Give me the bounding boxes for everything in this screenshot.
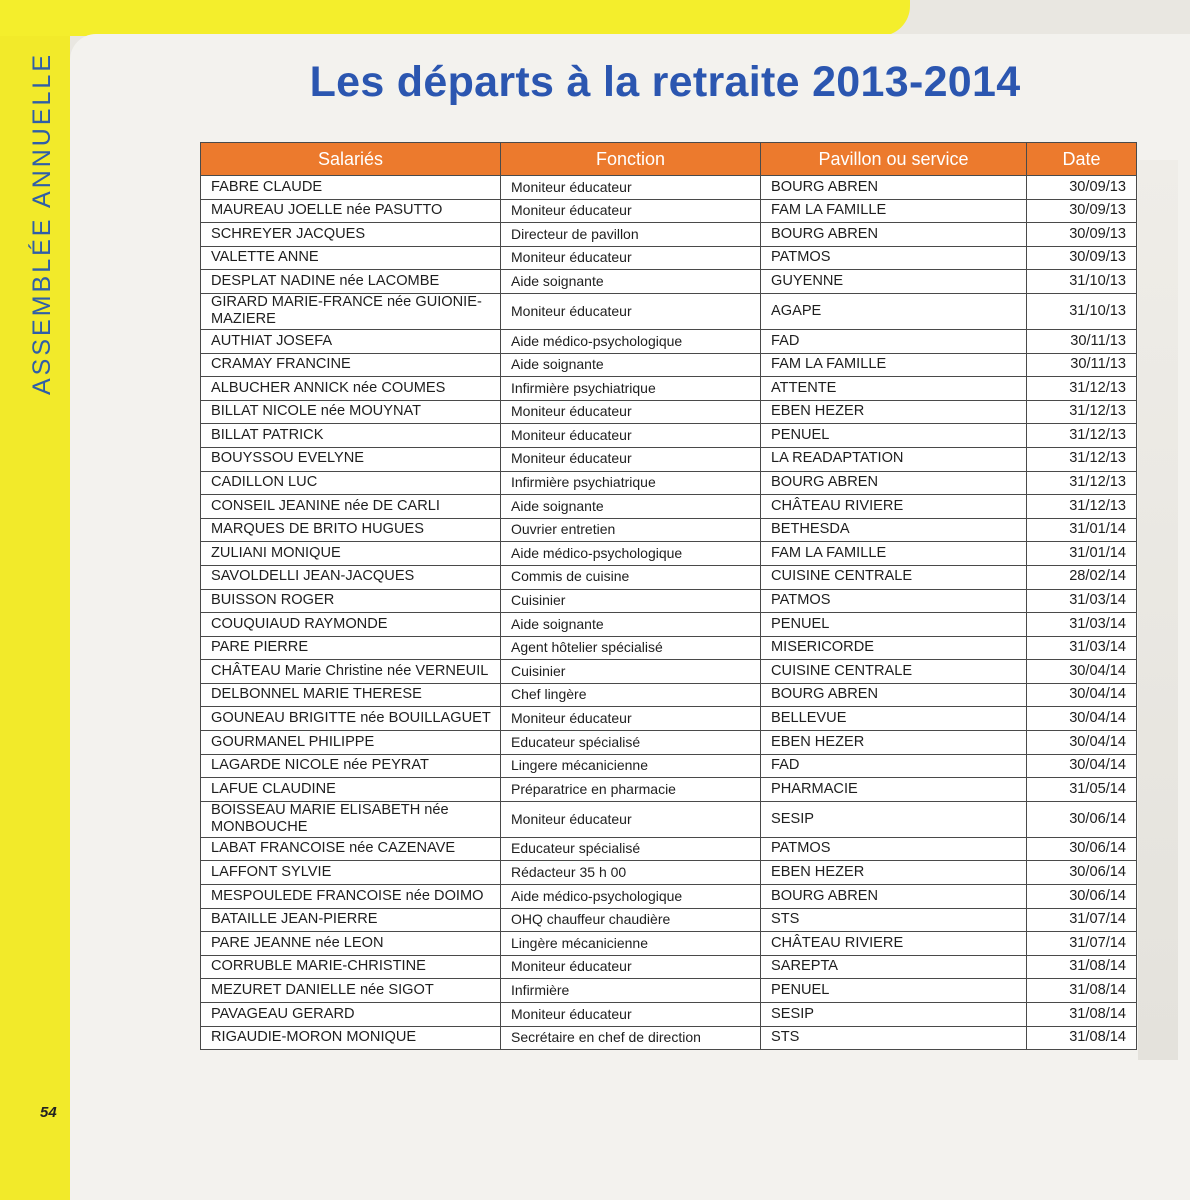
employee-name-cell: GOURMANEL PHILIPPE (201, 731, 501, 755)
job-function-cell: Chef lingère (501, 683, 761, 707)
job-function-cell: Aide médico-psychologique (501, 542, 761, 566)
retirement-date-cell: 31/12/13 (1027, 471, 1137, 495)
service-name-cell: BOURG ABREN (761, 885, 1027, 909)
service-name-cell: FAM LA FAMILLE (761, 353, 1027, 377)
employee-name-cell: ZULIANI MONIQUE (201, 542, 501, 566)
employee-name-cell: CHÂTEAU Marie Christine née VERNEUIL (201, 660, 501, 684)
retirement-date-cell: 30/04/14 (1027, 707, 1137, 731)
employee-name-cell: PARE JEANNE née LEON (201, 932, 501, 956)
section-side-label: ASSEMBLÉE ANNUELLE (28, 51, 56, 395)
retirement-date-cell: 30/04/14 (1027, 731, 1137, 755)
service-name-cell: PATMOS (761, 837, 1027, 861)
retirement-date-cell: 31/08/14 (1027, 955, 1137, 979)
retirement-date-cell: 31/03/14 (1027, 636, 1137, 660)
service-name-cell: STS (761, 908, 1027, 932)
job-function-cell: Infirmière psychiatrique (501, 377, 761, 401)
job-function-cell: Lingere mécanicienne (501, 754, 761, 778)
employee-name-cell: PARE PIERRE (201, 636, 501, 660)
employee-name-cell: GIRARD MARIE-FRANCE née GUIONIE-MAZIERE (201, 293, 501, 329)
service-name-cell: PENUEL (761, 613, 1027, 637)
service-name-cell: STS (761, 1026, 1027, 1050)
service-name-cell: CUISINE CENTRALE (761, 660, 1027, 684)
retirement-date-cell: 31/03/14 (1027, 589, 1137, 613)
service-name-cell: PATMOS (761, 246, 1027, 270)
employee-name-cell: BILLAT NICOLE née MOUYNAT (201, 400, 501, 424)
table-row (201, 495, 1137, 519)
employee-name-cell: BOISSEAU MARIE ELISABETH née MONBOUCHE (201, 801, 501, 837)
job-function-cell: Moniteur éducateur (501, 447, 761, 471)
employee-name-cell: BOUYSSOU EVELYNE (201, 447, 501, 471)
service-name-cell: BELLEVUE (761, 707, 1027, 731)
retirement-date-cell: 31/10/13 (1027, 293, 1137, 329)
service-name-cell: EBEN HEZER (761, 400, 1027, 424)
service-name-cell: BOURG ABREN (761, 176, 1027, 200)
job-function-cell: Educateur spécialisé (501, 837, 761, 861)
table-header-row (201, 143, 1137, 176)
table-row (201, 754, 1137, 778)
table-row (201, 542, 1137, 566)
service-name-cell: CUISINE CENTRALE (761, 565, 1027, 589)
service-name-cell: FAM LA FAMILLE (761, 199, 1027, 223)
service-name-cell: BOURG ABREN (761, 471, 1027, 495)
page-title: Les départs à la retraite 2013-2014 (309, 58, 1021, 106)
service-name-cell: SESIP (761, 801, 1027, 837)
retirement-date-cell: 31/07/14 (1027, 908, 1137, 932)
table-row (201, 223, 1137, 247)
service-name-cell: ATTENTE (761, 377, 1027, 401)
service-name-cell: BOURG ABREN (761, 683, 1027, 707)
employee-name-cell: CADILLON LUC (201, 471, 501, 495)
table-row (201, 424, 1137, 448)
job-function-cell: Educateur spécialisé (501, 731, 761, 755)
employee-name-cell: MARQUES DE BRITO HUGUES (201, 518, 501, 542)
service-name-cell: EBEN HEZER (761, 731, 1027, 755)
service-name-cell: EBEN HEZER (761, 861, 1027, 885)
employee-name-cell: SAVOLDELLI JEAN-JACQUES (201, 565, 501, 589)
employee-name-cell: CONSEIL JEANINE née DE CARLI (201, 495, 501, 519)
employee-name-cell: BUISSON ROGER (201, 589, 501, 613)
table-row (201, 861, 1137, 885)
service-name-cell: FAM LA FAMILLE (761, 542, 1027, 566)
retirement-date-cell: 30/06/14 (1027, 861, 1137, 885)
service-name-cell: PENUEL (761, 424, 1027, 448)
job-function-cell: Moniteur éducateur (501, 400, 761, 424)
job-function-cell: Aide soignante (501, 613, 761, 637)
service-name-cell: CHÂTEAU RIVIERE (761, 495, 1027, 519)
retirement-date-cell: 31/12/13 (1027, 447, 1137, 471)
job-function-cell: Moniteur éducateur (501, 801, 761, 837)
header-pavillon: Pavillon ou service (761, 143, 1027, 176)
header-date: Date (1027, 143, 1137, 176)
retirement-date-cell: 31/03/14 (1027, 613, 1137, 637)
employee-name-cell: PAVAGEAU GERARD (201, 1003, 501, 1027)
retirement-table (200, 142, 1137, 1050)
retirement-date-cell: 31/05/14 (1027, 778, 1137, 802)
retirement-date-cell: 31/12/13 (1027, 495, 1137, 519)
table-row (201, 636, 1137, 660)
employee-name-cell: AUTHIAT JOSEFA (201, 329, 501, 353)
table-row (201, 518, 1137, 542)
retirement-date-cell: 31/12/13 (1027, 424, 1137, 448)
table-row (201, 176, 1137, 200)
retirement-date-cell: 30/09/13 (1027, 199, 1137, 223)
job-function-cell: Rédacteur 35 h 00 (501, 861, 761, 885)
job-function-cell: Aide soignante (501, 270, 761, 294)
retirement-date-cell: 30/04/14 (1027, 754, 1137, 778)
job-function-cell: Moniteur éducateur (501, 199, 761, 223)
retirement-date-cell: 30/09/13 (1027, 223, 1137, 247)
retirement-date-cell: 31/08/14 (1027, 1003, 1137, 1027)
job-function-cell: Préparatrice en pharmacie (501, 778, 761, 802)
employee-name-cell: LAGARDE NICOLE née PEYRAT (201, 754, 501, 778)
retirement-date-cell: 31/01/14 (1027, 542, 1137, 566)
employee-name-cell: BATAILLE JEAN-PIERRE (201, 908, 501, 932)
retirement-date-cell: 30/06/14 (1027, 885, 1137, 909)
page-number: 54 (40, 1104, 57, 1121)
retirement-date-cell: 30/06/14 (1027, 837, 1137, 861)
service-name-cell: GUYENNE (761, 270, 1027, 294)
retirement-date-cell: 31/07/14 (1027, 932, 1137, 956)
retirement-date-cell: 31/12/13 (1027, 377, 1137, 401)
employee-name-cell: LAFUE CLAUDINE (201, 778, 501, 802)
employee-name-cell: ALBUCHER ANNICK née COUMES (201, 377, 501, 401)
table-row (201, 353, 1137, 377)
retirement-date-cell: 31/10/13 (1027, 270, 1137, 294)
retirement-date-cell: 30/04/14 (1027, 683, 1137, 707)
job-function-cell: Moniteur éducateur (501, 246, 761, 270)
table-row (201, 885, 1137, 909)
employee-name-cell: BILLAT PATRICK (201, 424, 501, 448)
retirement-date-cell: 31/01/14 (1027, 518, 1137, 542)
retirement-date-cell: 30/04/14 (1027, 660, 1137, 684)
employee-name-cell: VALETTE ANNE (201, 246, 501, 270)
employee-name-cell: LAFFONT SYLVIE (201, 861, 501, 885)
employee-name-cell: LABAT FRANCOISE née CAZENAVE (201, 837, 501, 861)
table-row (201, 1003, 1137, 1027)
job-function-cell: Lingère mécanicienne (501, 932, 761, 956)
service-name-cell: BOURG ABREN (761, 223, 1027, 247)
retirement-date-cell: 31/08/14 (1027, 1026, 1137, 1050)
job-function-cell: Infirmière psychiatrique (501, 471, 761, 495)
employee-name-cell: COUQUIAUD RAYMONDE (201, 613, 501, 637)
job-function-cell: Cuisinier (501, 589, 761, 613)
table-row (201, 471, 1137, 495)
employee-name-cell: CORRUBLE MARIE-CHRISTINE (201, 955, 501, 979)
employee-name-cell: MEZURET DANIELLE née SIGOT (201, 979, 501, 1003)
service-name-cell: MISERICORDE (761, 636, 1027, 660)
table-row (201, 979, 1137, 1003)
table-row (201, 1026, 1137, 1050)
table-row (201, 908, 1137, 932)
service-name-cell: FAD (761, 329, 1027, 353)
job-function-cell: Moniteur éducateur (501, 293, 761, 329)
page-edge-shadow (1138, 160, 1178, 1060)
employee-name-cell: RIGAUDIE-MORON MONIQUE (201, 1026, 501, 1050)
retirement-date-cell: 30/09/13 (1027, 246, 1137, 270)
service-name-cell: PENUEL (761, 979, 1027, 1003)
table-row (201, 778, 1137, 802)
table-row (201, 707, 1137, 731)
table-row (201, 932, 1137, 956)
employee-name-cell: MAUREAU JOELLE née PASUTTO (201, 199, 501, 223)
table-row (201, 400, 1137, 424)
service-name-cell: CHÂTEAU RIVIERE (761, 932, 1027, 956)
job-function-cell: Aide soignante (501, 495, 761, 519)
table-row (201, 955, 1137, 979)
employee-name-cell: MESPOULEDE FRANCOISE née DOIMO (201, 885, 501, 909)
job-function-cell: Aide médico-psychologique (501, 329, 761, 353)
table-row (201, 801, 1137, 837)
job-function-cell: Ouvrier entretien (501, 518, 761, 542)
service-name-cell: AGAPE (761, 293, 1027, 329)
employee-name-cell: DESPLAT NADINE née LACOMBE (201, 270, 501, 294)
employee-name-cell: FABRE CLAUDE (201, 176, 501, 200)
retirement-date-cell: 30/06/14 (1027, 801, 1137, 837)
job-function-cell: Moniteur éducateur (501, 176, 761, 200)
job-function-cell: Commis de cuisine (501, 565, 761, 589)
table-row (201, 329, 1137, 353)
job-function-cell: Moniteur éducateur (501, 955, 761, 979)
job-function-cell: Moniteur éducateur (501, 1003, 761, 1027)
job-function-cell: Aide soignante (501, 353, 761, 377)
job-function-cell: OHQ chauffeur chaudière (501, 908, 761, 932)
service-name-cell: PATMOS (761, 589, 1027, 613)
service-name-cell: FAD (761, 754, 1027, 778)
job-function-cell: Moniteur éducateur (501, 707, 761, 731)
table-row (201, 270, 1137, 294)
job-function-cell: Infirmière (501, 979, 761, 1003)
table-row (201, 613, 1137, 637)
table-row (201, 589, 1137, 613)
table-row (201, 447, 1137, 471)
employee-name-cell: DELBONNEL MARIE THERESE (201, 683, 501, 707)
table-row (201, 377, 1137, 401)
table-row (201, 293, 1137, 329)
header-salaries: Salariés (201, 143, 501, 176)
service-name-cell: PHARMACIE (761, 778, 1027, 802)
yellow-top-band (0, 0, 910, 36)
job-function-cell: Secrétaire en chef de direction (501, 1026, 761, 1050)
service-name-cell: SAREPTA (761, 955, 1027, 979)
retirement-date-cell: 30/09/13 (1027, 176, 1137, 200)
table-row (201, 246, 1137, 270)
retirement-date-cell: 28/02/14 (1027, 565, 1137, 589)
job-function-cell: Directeur de pavillon (501, 223, 761, 247)
table-row (201, 837, 1137, 861)
employee-name-cell: GOUNEAU BRIGITTE née BOUILLAGUET (201, 707, 501, 731)
table-row (201, 683, 1137, 707)
service-name-cell: SESIP (761, 1003, 1027, 1027)
employee-name-cell: CRAMAY FRANCINE (201, 353, 501, 377)
retirement-date-cell: 30/11/13 (1027, 353, 1137, 377)
employee-name-cell: SCHREYER JACQUES (201, 223, 501, 247)
header-fonction: Fonction (501, 143, 761, 176)
service-name-cell: LA READAPTATION (761, 447, 1027, 471)
table-row (201, 660, 1137, 684)
service-name-cell: BETHESDA (761, 518, 1027, 542)
table-row (201, 565, 1137, 589)
retirement-date-cell: 30/11/13 (1027, 329, 1137, 353)
retirement-date-cell: 31/08/14 (1027, 979, 1137, 1003)
table-row (201, 199, 1137, 223)
retirement-date-cell: 31/12/13 (1027, 400, 1137, 424)
job-function-cell: Agent hôtelier spécialisé (501, 636, 761, 660)
job-function-cell: Cuisinier (501, 660, 761, 684)
table-row (201, 731, 1137, 755)
table-body (201, 176, 1137, 1050)
job-function-cell: Moniteur éducateur (501, 424, 761, 448)
job-function-cell: Aide médico-psychologique (501, 885, 761, 909)
